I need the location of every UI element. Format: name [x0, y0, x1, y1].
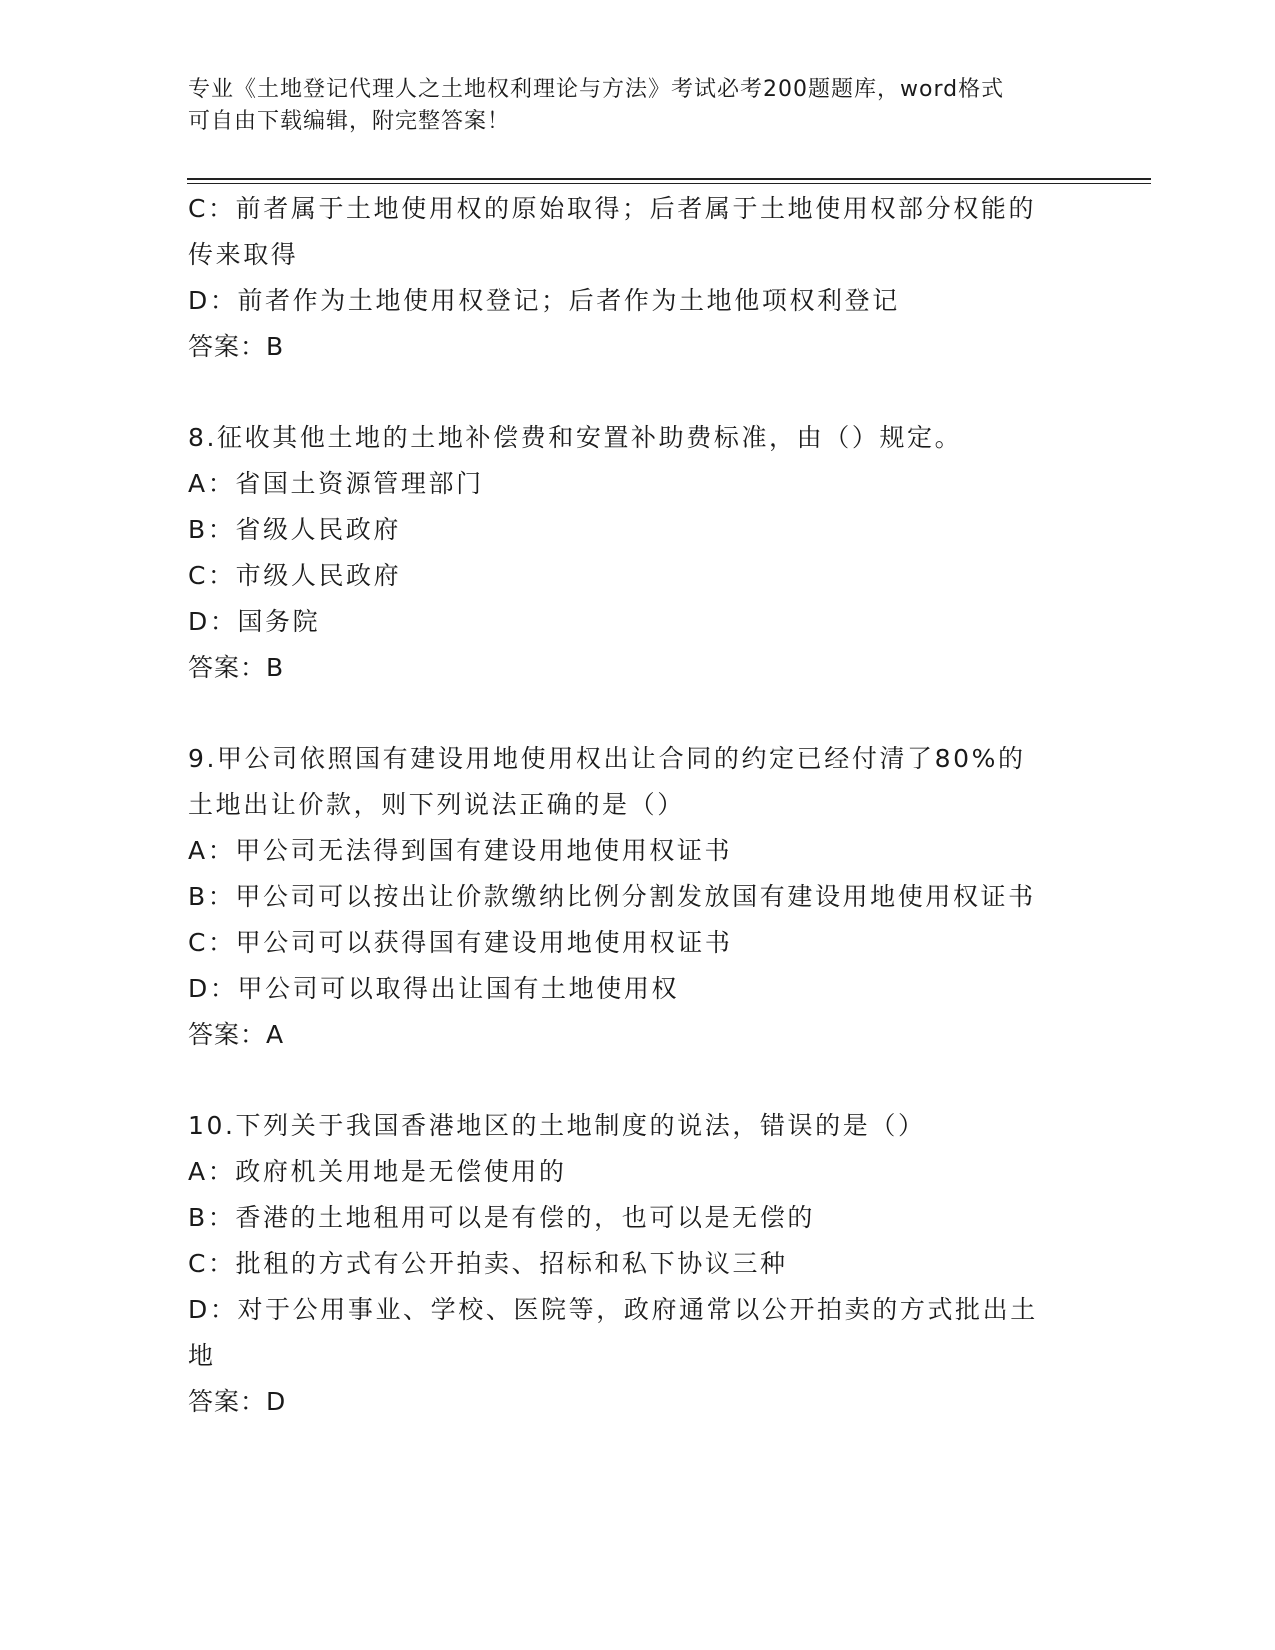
question-9: [188, 736, 1088, 1058]
option-a: A：甲公司无法得到国有建设用地使用权证书: [188, 836, 733, 865]
spacer: [188, 370, 1088, 415]
option-b: B：甲公司可以按出让价款缴纳比例分割发放国有建设用地使用权证书: [188, 882, 1036, 911]
option-d: D：对于公用事业、学校、医院等，政府通常以公开拍卖的方式批出土: [188, 1295, 1038, 1324]
option-d-continued: 地: [188, 1341, 216, 1370]
question-stem: 8.征收其他土地的土地补偿费和安置补助费标准，由（）规定。: [188, 423, 963, 452]
question-10: [188, 1103, 1088, 1425]
answer-line: 答案：B: [188, 653, 285, 682]
header-divider-thick: [187, 178, 1151, 180]
header-title-line-1: 专业《土地登记代理人之土地权利理论与方法》考试必考200题题库，word格式: [188, 77, 1005, 102]
question-stem: 10.下列关于我国香港地区的土地制度的说法，错误的是（）: [188, 1111, 926, 1140]
question-stem-continued: 土地出让价款，则下列说法正确的是（）: [188, 790, 685, 819]
option-b: B：省级人民政府: [188, 515, 401, 544]
option-a: A：省国土资源管理部门: [188, 469, 484, 498]
document-body: [188, 186, 1088, 1425]
option-d: D：前者作为土地使用权登记；后者作为土地他项权利登记: [188, 286, 900, 315]
option-c: C：批租的方式有公开拍卖、招标和私下协议三种: [188, 1249, 788, 1278]
question-stem: 9.甲公司依照国有建设用地使用权出让合同的约定已经付清了80%的: [188, 744, 1026, 773]
spacer: [188, 691, 1088, 736]
option-c: C：前者属于土地使用权的原始取得；后者属于土地使用权部分权能的: [188, 194, 1037, 223]
option-c: C：市级人民政府: [188, 561, 402, 590]
header-divider-thin: [187, 183, 1151, 184]
answer-line: 答案：A: [188, 1020, 285, 1049]
option-a: A：政府机关用地是无偿使用的: [188, 1157, 567, 1186]
option-c-continued: 传来取得: [188, 240, 299, 269]
document-header: [188, 74, 1068, 138]
option-d: D：甲公司可以取得出让国有土地使用权: [188, 974, 680, 1003]
answer-line: 答案：B: [188, 332, 285, 361]
header-title-line-2: 可自由下载编辑，附完整答案！: [188, 109, 511, 134]
answer-line: 答案：D: [188, 1387, 287, 1416]
spacer: [188, 1058, 1088, 1103]
option-b: B：香港的土地租用可以是有偿的，也可以是无偿的: [188, 1203, 815, 1232]
option-c: C：甲公司可以获得国有建设用地使用权证书: [188, 928, 733, 957]
question-7-continued: [188, 186, 1088, 370]
question-8: [188, 415, 1088, 691]
option-d: D：国务院: [188, 607, 321, 636]
